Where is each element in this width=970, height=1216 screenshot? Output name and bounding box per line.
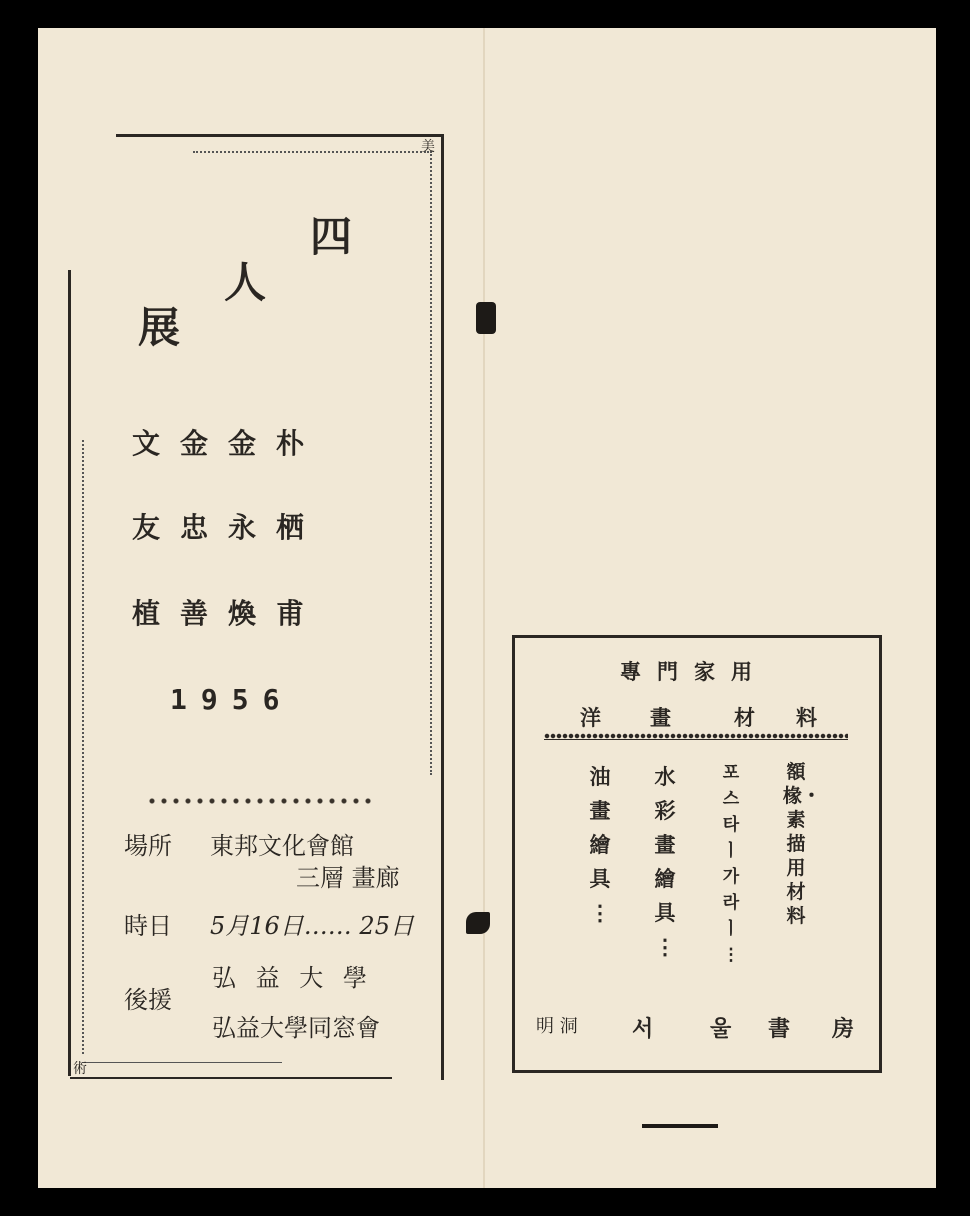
ink-mark xyxy=(642,1124,718,1128)
corner-mark-top: 美 xyxy=(421,139,435,155)
sponsor-line-2: 弘益大學同窓會 xyxy=(212,1014,380,1042)
sponsor-label: 後援 xyxy=(124,986,172,1014)
shop-char-4: 房 xyxy=(832,1016,855,1042)
ad-column-poster-color: 포스타ㅣ가라ㅣ⋮ xyxy=(722,763,740,965)
corner-mark-bottom: 術 xyxy=(73,1061,87,1077)
title-char-3: 展 xyxy=(138,303,181,352)
ad-column-frames: 額椽・素描用材料 xyxy=(783,761,822,927)
ad-header-2-char-2: 畫 xyxy=(650,705,671,730)
frame-border-right xyxy=(441,134,444,1080)
date-label: 時日 xyxy=(124,912,172,940)
venue-line-2: 三層 畫廊 xyxy=(296,864,400,892)
dotted-rule-right xyxy=(430,151,432,775)
ad-column-oil: 油畫繪具⋮ xyxy=(589,764,611,925)
title-char-2: 人 xyxy=(224,258,267,307)
artist-row-1: 文金金朴 xyxy=(132,427,325,460)
venue-line-1: 東邦文化會館 xyxy=(210,832,354,860)
wavy-divider xyxy=(544,733,848,740)
venue-label: 場所 xyxy=(124,832,172,860)
sponsor-line-1: 弘 益 大 學 xyxy=(212,964,373,992)
ad-header-2-char-4: 料 xyxy=(796,705,817,730)
date-value: 5月16日…… 25日 xyxy=(210,912,414,940)
ink-mark xyxy=(476,302,496,334)
shop-char-3: 書 xyxy=(768,1016,791,1042)
fold-crease xyxy=(483,28,485,1188)
dotted-rule-left xyxy=(82,440,84,1054)
shop-char-2: 울 xyxy=(710,1016,732,1042)
year: 1956 xyxy=(170,683,294,716)
ad-address: 明 洞 xyxy=(536,1016,578,1037)
artist-row-3: 植善煥甫 xyxy=(132,597,325,630)
dotted-rule-top xyxy=(193,151,429,153)
frame-border-left xyxy=(68,270,71,1076)
frame-border-bottom xyxy=(70,1077,392,1079)
ad-header-1: 專門家用 xyxy=(620,659,768,684)
shop-char-1: 서 xyxy=(632,1016,654,1042)
ink-mark xyxy=(466,912,490,934)
rule-bottom xyxy=(82,1062,282,1063)
title-char-1: 四 xyxy=(310,212,353,261)
artist-row-2: 友忠永栖 xyxy=(132,511,325,544)
ornament-divider xyxy=(146,797,374,805)
ad-header-2-char-1: 洋 xyxy=(580,705,601,730)
ad-column-watercolor: 水彩畫繪具⋮ xyxy=(654,764,676,959)
ad-header-2-char-3: 材 xyxy=(734,705,755,730)
frame-border-top xyxy=(116,134,444,137)
advertisement-box xyxy=(512,635,882,1073)
